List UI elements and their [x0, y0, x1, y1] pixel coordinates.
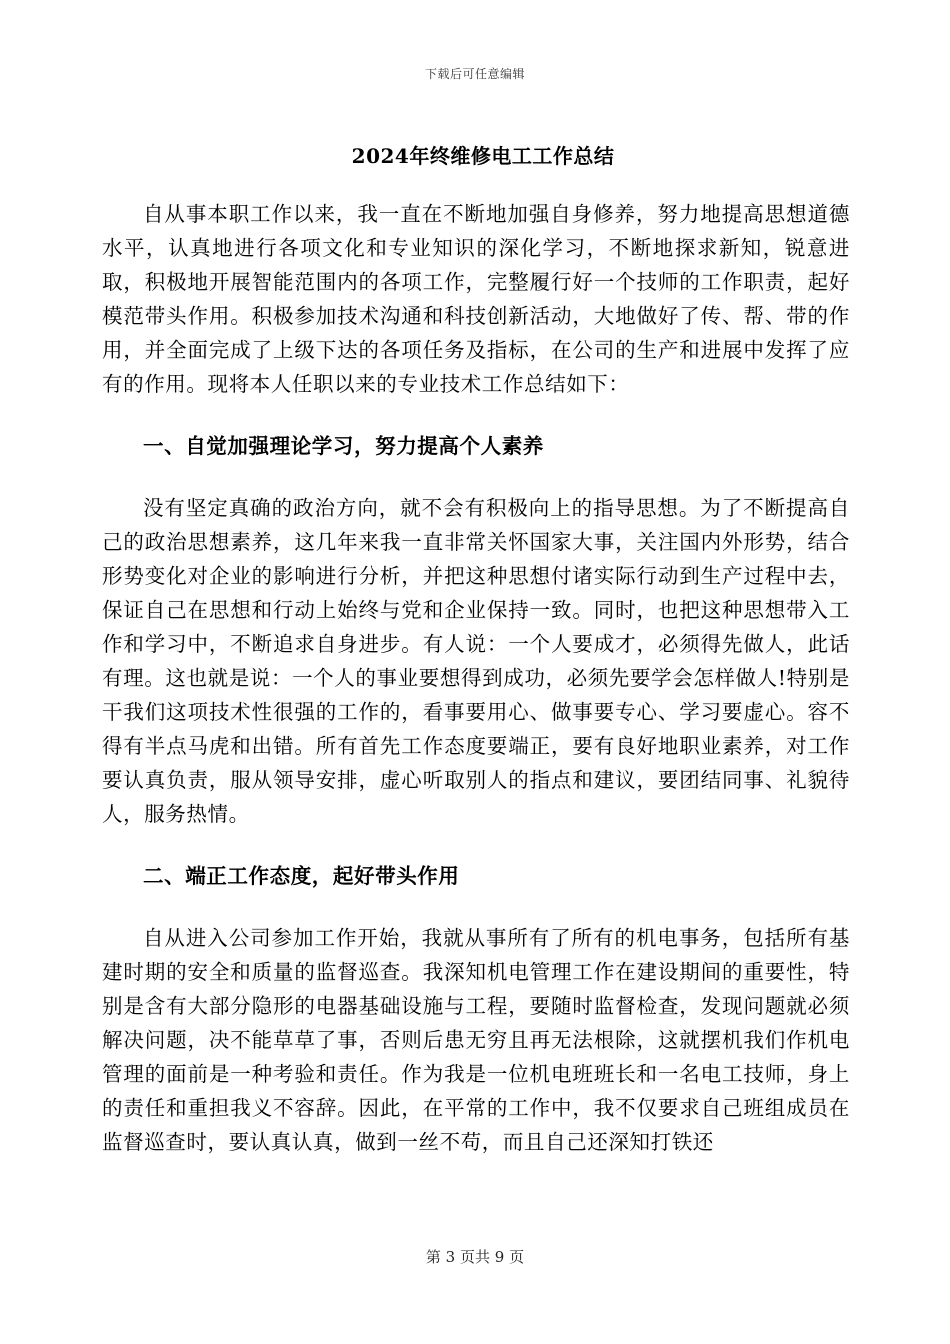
- section-heading-1: 一、自觉加强理论学习，努力提高个人素养: [143, 434, 544, 458]
- document-title: 2024年终维修电工工作总结: [351, 144, 615, 168]
- header-note: 下载后可任意编辑: [424, 67, 525, 81]
- document-body: [102, 140, 850, 1159]
- section-heading-2: 二、端正工作态度，起好带头作用: [143, 864, 460, 888]
- section-body-1: 没有坚定真确的政治方向，就不会有积极向上的指导思想。为了不断提高自己的政治思想素养，这几年来我一直非常关怀国家大事，关注国内外形势，结合形势变化对企业的影响进行分析，并把这种思想付诸实际行动到生产过程中去，保证自己在思想和行动上始终与党和企业保持一致。同时，也把这种思想带入工作和学习中，不断追求自身进步。有人说：一个人要成才，必须得先做人，此话有理。这也就是说：一个人的事业要想得到成功，必须先要学会怎样做人!特别是干我们这项技术性很强的工作的，看事要用心、做事要专心、学习要虚心。容不得有半点马虎和出错。所有首先工作态度要端正，要有良好地职业素养，对工作要认真负责，服从领导安排，虚心听取别人的指点和建议，要团结同事、礼貌待人，服务热情。: [102, 496, 850, 826]
- section-body-2: 自从进入公司参加工作开始，我就从事所有了所有的机电事务，包括所有基建时期的安全和质量的监督巡查。我深知机电管理工作在建设期间的重要性，特别是含有大部分隐形的电器基础设施与工程，要随时监督检查，发现问题就必须解决问题，决不能草草了事，否则后患无穷且再无法根除，这就摆机我们作机电管理的面前是一种考验和责任。作为我是一位机电班班长和一名电工技师，身上的责任和重担我义不容辞。因此，在平常的工作中，我不仅要求自己班组成员在监督巡查时，要认真认真，做到一丝不苟，而且自己还深知打铁还: [102, 926, 850, 1154]
- page-number: 第 3 页共 9 页: [425, 1248, 525, 1266]
- intro-paragraph: 自从事本职工作以来，我一直在不断地加强自身修养，努力地提高思想道德水平，认真地进行各项文化和专业知识的深化学习，不断地探求新知，锐意进取，积极地开展智能范围内的各项工作，完整履行好一个技师的工作职责，起好模范带头作用。积极参加技术沟通和科技创新活动，大地做好了传、帮、带的作用，并全面完成了上级下达的各项任务及指标，在公司的生产和进展中发挥了应有的作用。现将本人任职以来的专业技术工作总结如下：: [102, 202, 850, 396]
